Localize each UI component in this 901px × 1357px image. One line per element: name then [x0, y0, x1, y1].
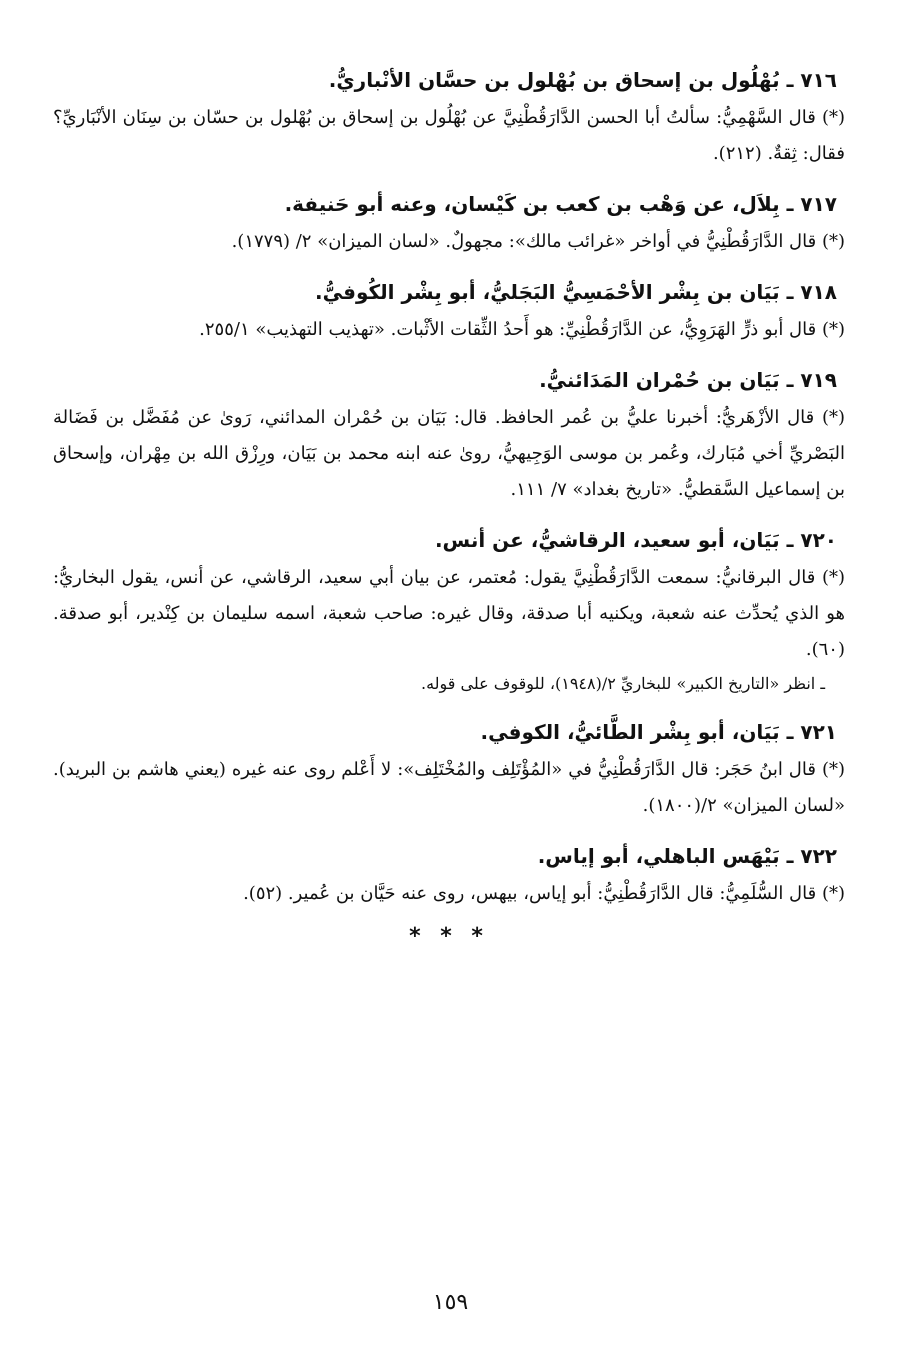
- entry-heading: ٧٢٢ ـ بَيْهَس الباهلي، أبو إياس.: [537, 844, 837, 868]
- section-separator: * * *: [409, 924, 489, 949]
- entry-body: (*) قال البرقانيُّ: سمعت الدَّارَقُطْنِيَّ يقول: مُعتمر، عن بيان أبي سعيد، الرقاشي، عن أنس، يقول البخاريُّ: هو الذي يُحدِّث عنه شعبة، ويكنيه أبا صدقة، وقال غيره: صاحب شعبة، اسمه سليمان بن كِنْدير، أبو صدقة. (٦٠).: [53, 567, 845, 660]
- entry-716: [53, 60, 845, 172]
- entry-heading: ٧٢٠ ـ بَيَان، أبو سعيد، الرقاشيُّ، عن أنس.: [434, 528, 837, 552]
- entry-721: [53, 712, 845, 824]
- entry-722: [53, 836, 845, 912]
- entry-heading: ٧١٩ ـ بَيَان بن حُمْران المَدَائنيُّ.: [539, 368, 837, 392]
- entry-body: (*) قال أبو ذرٍّ الهَرَوِيُّ، عن الدَّارَقُطْنِيِّ: هو أَحدُ الثِّقات الأثْبات. «تهذيب التهذيب» ٢٥٥/١.: [199, 319, 845, 340]
- entry-body: (*) قال الدَّارَقُطْنِيُّ في أواخر «غرائب مالك»: مجهولٌ. «لسان الميزان» ٢/ (١٧٧٩).: [231, 231, 845, 252]
- entry-718: [53, 272, 845, 348]
- page-number: ١٥٩: [432, 1290, 469, 1315]
- entry-heading: ٧٢١ ـ بَيَان، أبو بِشْر الطَّائيُّ، الكوفي.: [480, 720, 837, 744]
- entry-heading: ٧١٦ ـ بُهْلُول بن إسحاق بن بُهْلول بن حسَّان الأنْباريُّ.: [328, 68, 837, 92]
- entry-body: (*) قال الأزْهَريُّ: أخبرنا عليُّ بن عُمر الحافظ. قال: بَيَان بن حُمْران المدائني، رَوىٰ عن مُفَضَّل بن فَضَالة البَصْريِّ أخي مُبَارك، وعُمر بن موسى الوَجِيهيُّ، روىٰ عنه ابنه محمد بن بَيَان، ورِزْق الله بن مِهْران، وإسحاق بن إسماعيل السَّقطيُّ. «تاريخ بغداد» ٧/ ١١١.: [53, 407, 845, 500]
- entry-heading: ٧١٧ ـ بِلاَل، عن وَهْب بن كعب بن كَيْسان، وعنه أبو حَنيفة.: [284, 192, 837, 216]
- entry-body: (*) قال ابنُ حَجَر: قال الدَّارَقُطْنِيُّ في «المُؤْتَلِف والمُخْتَلِف»: لا أَعْلم روى عنه غيره (يعني هاشم بن البريد). «لسان الميزان» ٢/(١٨٠٠).: [53, 759, 845, 816]
- entry-720: [53, 520, 845, 700]
- entry-note: ـ انظر «التاريخ الكبير» للبخاريِّ ٢/(١٩٤٨)، للوقوف على قوله.: [420, 674, 825, 693]
- entry-heading: ٧١٨ ـ بَيَان بن بِشْر الأحْمَسِيُّ البَجَليُّ، أبو بِشْر الكُوفيُّ.: [315, 280, 837, 304]
- page-content: [53, 60, 845, 949]
- entry-719: [53, 360, 845, 508]
- entry-body: (*) قال السُّلَمِيُّ: قال الدَّارَقُطْنِيُّ: أبو إياس، بيهس، روى عنه حَيَّان بن عُمير. (٥٢).: [243, 883, 845, 904]
- entry-717: [53, 184, 845, 260]
- entry-body: (*) قال السَّهْمِيُّ: سألتُ أبا الحسن الدَّارَقُطْنِيَّ عن بُهْلُول بن إسحاق بن بُهْلول بن حسّان بن سِنَان الأنْبَاريِّ؟ فقال: ثِقةٌ. (٢١٢).: [53, 107, 845, 164]
